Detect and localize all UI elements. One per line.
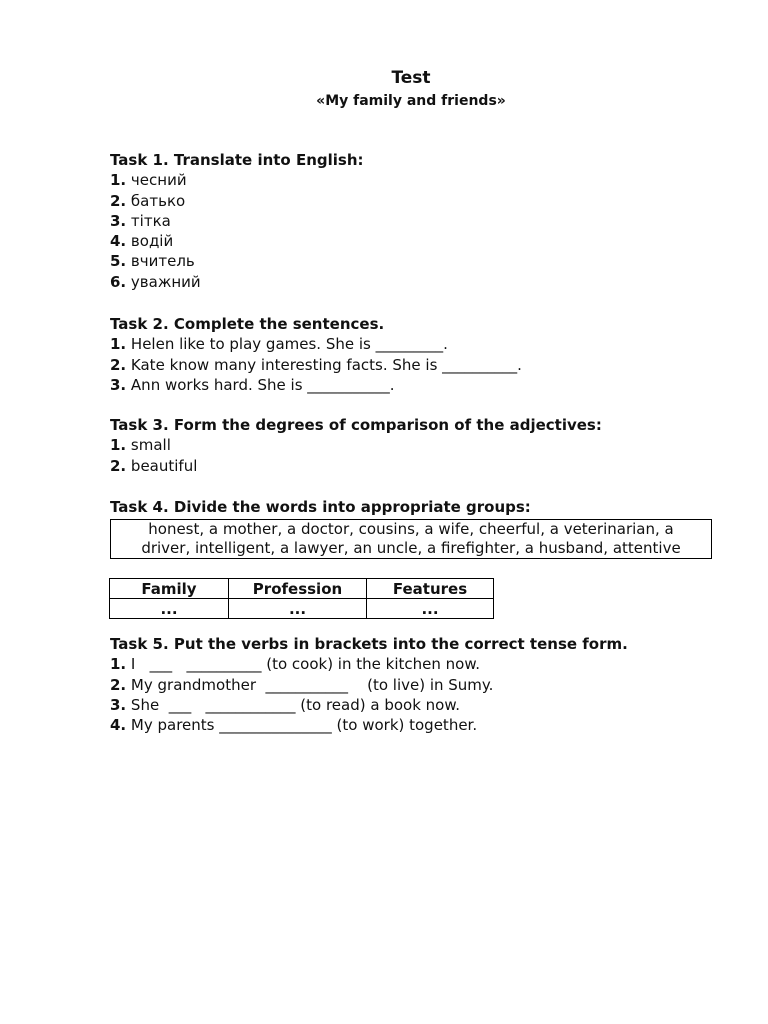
item-number: 2. <box>110 191 127 210</box>
page-title: Test <box>391 68 431 88</box>
task-2-heading: Task 2. Complete the sentences. <box>110 315 385 333</box>
item-number: 5. <box>110 252 127 271</box>
list-item <box>110 170 364 190</box>
item-text: водій <box>130 232 174 251</box>
item-number: 1. <box>110 436 127 455</box>
task-3 <box>110 415 602 476</box>
list-item <box>110 456 602 476</box>
groups-table <box>109 578 494 619</box>
list-item <box>110 211 364 231</box>
table-cell[interactable]: ... <box>110 599 229 619</box>
list-item <box>110 654 628 674</box>
list-item <box>110 251 364 271</box>
item-text: beautiful <box>130 456 198 475</box>
task-4 <box>110 497 531 517</box>
item-number: 6. <box>110 272 127 291</box>
list-item <box>110 435 602 455</box>
item-number: 1. <box>110 655 127 674</box>
item-number: 4. <box>110 716 127 735</box>
item-text: Ann works hard. She is ___________. <box>130 375 395 394</box>
item-number: 3. <box>110 375 127 394</box>
item-text: small <box>130 436 171 455</box>
word-bank-line: honest, a mother, a doctor, cousins, a wife, cheerful, a veterinarian, a <box>148 520 674 538</box>
table-header-row <box>110 579 494 599</box>
item-number: 1. <box>110 335 127 354</box>
item-number: 2. <box>110 675 127 694</box>
list-item <box>110 272 364 292</box>
item-text: My parents _______________ (to work) together. <box>130 716 478 735</box>
item-text: She ___ ____________ (to read) a book now. <box>130 695 460 714</box>
task-5 <box>110 634 628 735</box>
column-header-family: Family <box>110 579 229 599</box>
task-4-heading: Task 4. Divide the words into appropriate groups: <box>110 498 531 516</box>
table-cell[interactable]: ... <box>229 599 367 619</box>
list-item <box>110 695 628 715</box>
word-bank-box <box>110 519 712 559</box>
page-subtitle: «My family and friends» <box>316 93 506 109</box>
item-text: батько <box>130 191 186 210</box>
item-number: 2. <box>110 355 127 374</box>
item-text: вчитель <box>130 252 195 271</box>
list-item <box>110 675 628 695</box>
task-5-heading: Task 5. Put the verbs in brackets into the correct tense form. <box>110 635 628 653</box>
word-bank-line: driver, intelligent, a lawyer, an uncle, a firefighter, a husband, attentive <box>141 539 681 557</box>
list-item <box>110 375 522 395</box>
list-item <box>110 231 364 251</box>
item-number: 3. <box>110 695 127 714</box>
column-header-features: Features <box>367 579 494 599</box>
item-number: 1. <box>110 171 127 190</box>
task-3-heading: Task 3. Form the degrees of comparison of the adjectives: <box>110 416 602 434</box>
task-2 <box>110 314 522 395</box>
task-1-heading: Task 1. Translate into English: <box>110 151 364 169</box>
item-text: I ___ __________ (to cook) in the kitchen now. <box>130 655 480 674</box>
list-item <box>110 334 522 354</box>
item-number: 4. <box>110 232 127 251</box>
item-text: Kate know many interesting facts. She is __________. <box>130 355 522 374</box>
task-1 <box>110 150 364 292</box>
list-item <box>110 355 522 375</box>
item-text: тітка <box>130 211 171 230</box>
item-text: My grandmother ___________ (to live) in Sumy. <box>130 675 494 694</box>
column-header-profession: Profession <box>229 579 367 599</box>
item-number: 2. <box>110 456 127 475</box>
item-number: 3. <box>110 211 127 230</box>
table-cell[interactable]: ... <box>367 599 494 619</box>
item-text: Helen like to play games. She is _________. <box>130 335 448 354</box>
list-item <box>110 715 628 735</box>
item-text: чесний <box>130 171 187 190</box>
table-row <box>110 599 494 619</box>
list-item <box>110 191 364 211</box>
item-text: уважний <box>130 272 201 291</box>
